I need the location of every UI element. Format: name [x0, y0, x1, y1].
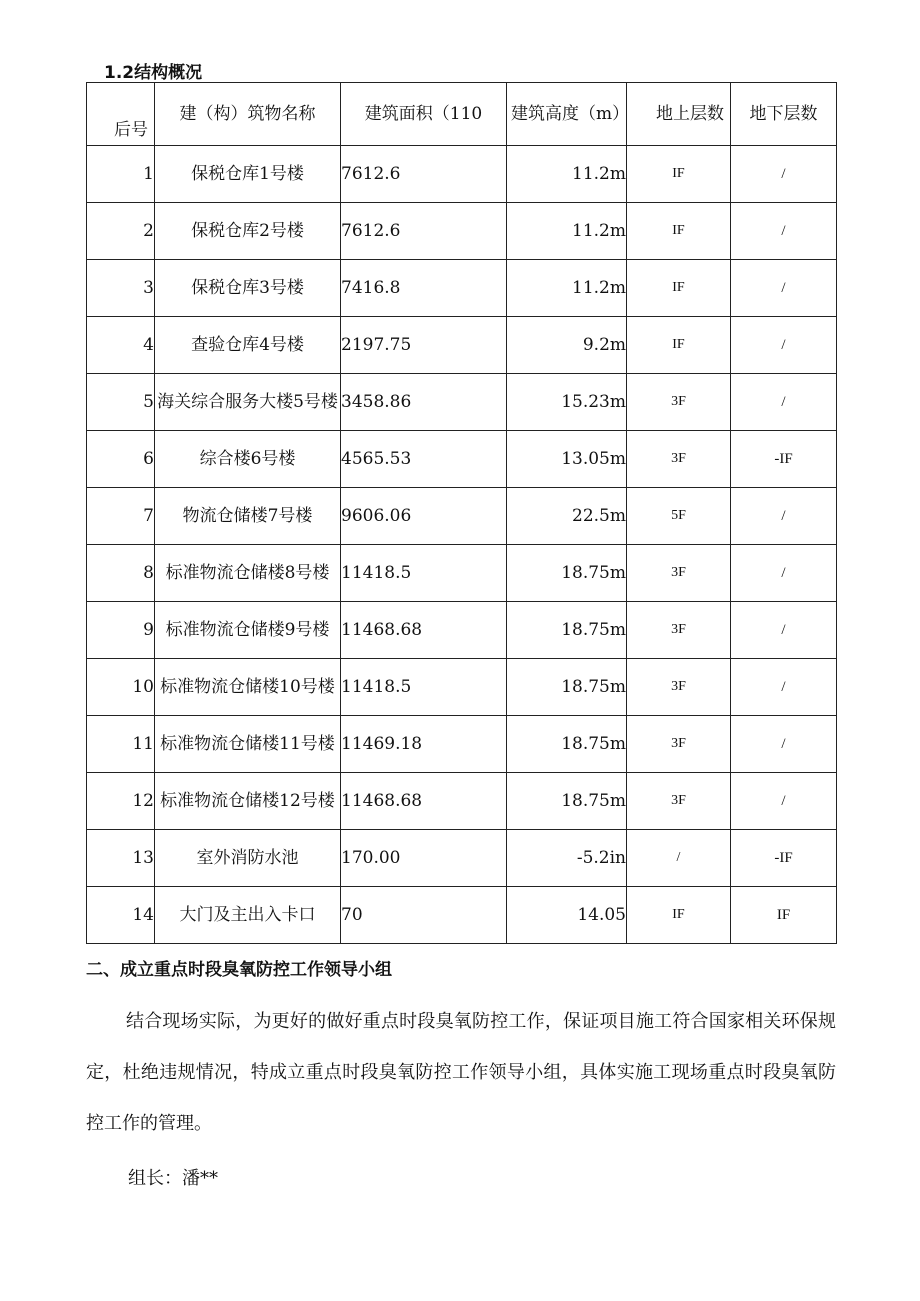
floors-below: -IF	[731, 431, 837, 488]
table-row	[87, 716, 837, 773]
table-row	[87, 260, 837, 317]
floors-below: /	[731, 146, 837, 203]
row-number: 9	[87, 602, 155, 659]
table-row	[87, 146, 837, 203]
building-height: 18.75m	[507, 659, 627, 716]
floor-area: 11469.18	[341, 716, 507, 773]
building-name: 标准物流仓储楼12号楼	[155, 773, 341, 830]
row-number: 12	[87, 773, 155, 830]
floors-below: /	[731, 317, 837, 374]
floors-below: /	[731, 260, 837, 317]
floor-area: 170.00	[341, 830, 507, 887]
floor-area: 11418.5	[341, 545, 507, 602]
header-area: 建筑面积（110	[341, 83, 507, 146]
row-number: 2	[87, 203, 155, 260]
floors-below: /	[731, 545, 837, 602]
table-row	[87, 887, 837, 944]
floor-area: 70	[341, 887, 507, 944]
row-number: 1	[87, 146, 155, 203]
floors-above: IF	[627, 887, 731, 944]
building-height: 11.2m	[507, 146, 627, 203]
floor-area: 11418.5	[341, 659, 507, 716]
building-name: 标准物流仓储楼9号楼	[155, 602, 341, 659]
structure-table	[86, 82, 837, 944]
building-name: 保税仓库3号楼	[155, 260, 341, 317]
floors-above: IF	[627, 260, 731, 317]
building-name: 保税仓库2号楼	[155, 203, 341, 260]
floors-above: IF	[627, 317, 731, 374]
table-row	[87, 602, 837, 659]
leader-line: 组长：潘**	[128, 1168, 218, 1189]
building-height: -5.2in	[507, 830, 627, 887]
building-height: 15.23m	[507, 374, 627, 431]
row-number: 3	[87, 260, 155, 317]
section-title: 1.2结构概况	[104, 63, 203, 83]
header-name: 建（构）筑物名称	[155, 83, 341, 146]
table-row	[87, 488, 837, 545]
building-height: 18.75m	[507, 602, 627, 659]
table-row	[87, 374, 837, 431]
building-name: 标准物流仓储楼8号楼	[155, 545, 341, 602]
building-name: 大门及主出入卡口	[155, 887, 341, 944]
row-number: 13	[87, 830, 155, 887]
floors-below: /	[731, 374, 837, 431]
floor-area: 4565.53	[341, 431, 507, 488]
building-height: 14.05	[507, 887, 627, 944]
floors-below: /	[731, 602, 837, 659]
building-height: 18.75m	[507, 773, 627, 830]
row-number: 6	[87, 431, 155, 488]
table-header-row	[87, 83, 837, 146]
header-height: 建筑高度（m）	[507, 83, 627, 146]
building-name: 标准物流仓储楼11号楼	[155, 716, 341, 773]
floor-area: 7612.6	[341, 203, 507, 260]
floor-area: 3458.86	[341, 374, 507, 431]
floors-above: 3F	[627, 431, 731, 488]
building-height: 11.2m	[507, 260, 627, 317]
floors-above: IF	[627, 203, 731, 260]
floors-above: 3F	[627, 545, 731, 602]
floors-above: 3F	[627, 374, 731, 431]
floors-below: /	[731, 488, 837, 545]
table-row	[87, 317, 837, 374]
building-name: 室外消防水池	[155, 830, 341, 887]
floors-below: -IF	[731, 830, 837, 887]
row-number: 14	[87, 887, 155, 944]
building-name: 标准物流仓储楼10号楼	[155, 659, 341, 716]
floors-above: 3F	[627, 716, 731, 773]
row-number: 5	[87, 374, 155, 431]
floors-below: /	[731, 773, 837, 830]
row-number: 7	[87, 488, 155, 545]
building-height: 13.05m	[507, 431, 627, 488]
floors-above: /	[627, 830, 731, 887]
row-number: 8	[87, 545, 155, 602]
floor-area: 11468.68	[341, 773, 507, 830]
building-name: 综合楼6号楼	[155, 431, 341, 488]
table-row	[87, 545, 837, 602]
building-name: 海关综合服务大楼5号楼	[155, 374, 341, 431]
building-name: 保税仓库1号楼	[155, 146, 341, 203]
building-height: 22.5m	[507, 488, 627, 545]
floor-area: 11468.68	[341, 602, 507, 659]
section-heading-2: 二、成立重点时段臭氧防控工作领导小组	[86, 960, 392, 980]
building-name: 物流仓储楼7号楼	[155, 488, 341, 545]
row-number: 10	[87, 659, 155, 716]
floors-below: IF	[731, 887, 837, 944]
floors-below: /	[731, 659, 837, 716]
building-height: 18.75m	[507, 545, 627, 602]
body-paragraph: 结合现场实际，为更好的做好重点时段臭氧防控工作，保证项目施工符合国家相关环保规定，杜绝违规情况，特成立重点时段臭氧防控工作领导小组，具体实施工现场重点时段臭氧防控工作的管理。	[86, 1011, 836, 1134]
floors-below: /	[731, 203, 837, 260]
row-number: 11	[87, 716, 155, 773]
table-row	[87, 830, 837, 887]
header-no: 后号	[87, 83, 155, 146]
floors-above: 3F	[627, 773, 731, 830]
table-row	[87, 431, 837, 488]
building-height: 11.2m	[507, 203, 627, 260]
floors-above: 3F	[627, 602, 731, 659]
row-number: 4	[87, 317, 155, 374]
header-above: 地上层数	[627, 83, 731, 146]
floors-above: 3F	[627, 659, 731, 716]
building-name: 查验仓库4号楼	[155, 317, 341, 374]
header-below: 地下层数	[731, 83, 837, 146]
floor-area: 9606.06	[341, 488, 507, 545]
table-row	[87, 203, 837, 260]
building-height: 9.2m	[507, 317, 627, 374]
floor-area: 7612.6	[341, 146, 507, 203]
building-height: 18.75m	[507, 716, 627, 773]
floors-above: IF	[627, 146, 731, 203]
floors-below: /	[731, 716, 837, 773]
floor-area: 2197.75	[341, 317, 507, 374]
floor-area: 7416.8	[341, 260, 507, 317]
table-row	[87, 659, 837, 716]
table-row	[87, 773, 837, 830]
floors-above: 5F	[627, 488, 731, 545]
